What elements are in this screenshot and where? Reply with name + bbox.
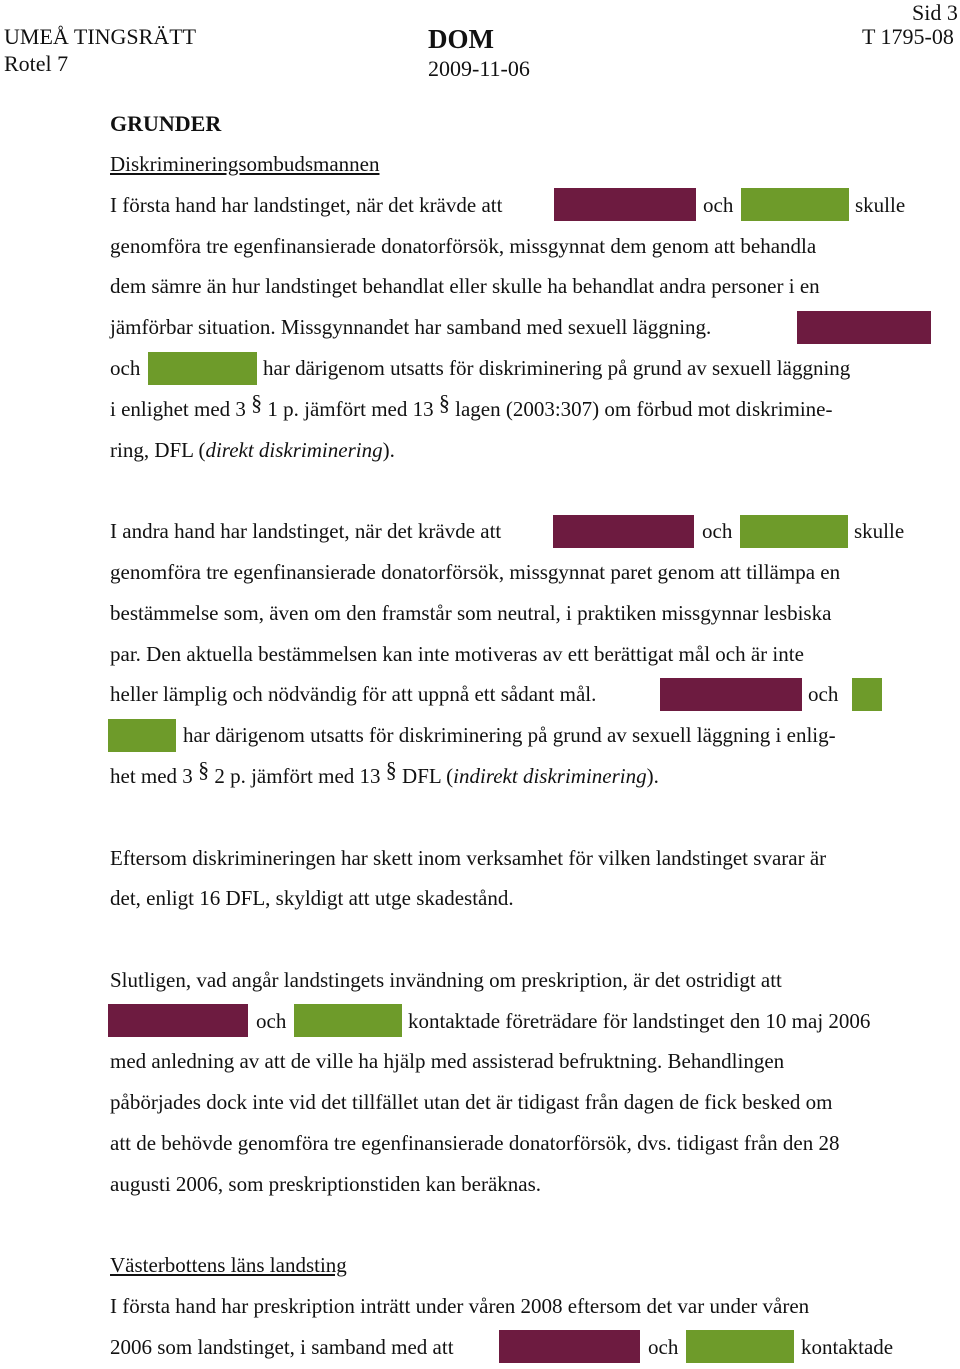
p4-line2: kontaktade företrädare för landstinget den 10 maj 2006 <box>408 1009 871 1033</box>
p2-l1-end: skulle <box>854 519 905 543</box>
section-sign: § <box>198 757 210 782</box>
p2-line7 <box>110 757 659 789</box>
p5-l2-end: kontaktade <box>801 1335 894 1359</box>
party-heading-do: Diskrimineringsombudsmannen <box>110 152 380 176</box>
p2-l7c: DFL ( <box>402 764 454 788</box>
redacted-name-a <box>108 1004 248 1037</box>
p3-line2: det, enligt 16 DFL, skyldigt att utge skadestånd. <box>110 886 514 910</box>
p4-l2-och: och <box>256 1009 287 1033</box>
p1-line5: har därigenom utsatts för diskriminering på grund av sexuell läggning <box>263 356 851 380</box>
p2-line2: genomföra tre egenfinansierade donatorförsök, missgynnat paret genom att tillämpa en <box>110 560 841 584</box>
p2-line4: par. Den aktuella bestämmelsen kan inte motiveras av ett berättigat mål och är inte <box>110 642 804 666</box>
p2-l5-och: och <box>808 682 839 706</box>
redacted-name-b <box>294 1004 402 1037</box>
p5-line1: I första hand har preskription inträtt under våren 2008 eftersom det var under våren <box>110 1294 810 1318</box>
p1-l7c: ). <box>382 438 395 462</box>
section-heading: GRUNDER <box>110 111 222 136</box>
p1-line3: dem sämre än hur landstinget behandlat eller skulle ha behandlat andra personer i en <box>110 274 820 298</box>
page-number: Sid 3 <box>912 0 958 25</box>
p1-l1-text: I första hand har landstinget, när det krävde att <box>110 193 503 217</box>
p4-line4: påbörjades dock inte vid det tillfället utan det är tidigast från dagen de fick besked om <box>110 1090 833 1114</box>
p1-l6c: lagen (2003:307) om förbud mot diskrimine- <box>455 397 833 421</box>
p2-l1-och: och <box>702 519 733 543</box>
p1-line1 <box>110 192 502 218</box>
p1-line2: genomföra tre egenfinansierade donatorförsök, missgynnat dem genom att behandla <box>110 234 817 258</box>
redacted-name-b <box>148 352 257 385</box>
p1-l1-end: skulle <box>855 193 906 217</box>
redacted-name-a <box>499 1330 640 1363</box>
section-sign: § <box>438 390 450 415</box>
case-number: T 1795-08 <box>862 24 954 49</box>
section-sign: § <box>251 390 263 415</box>
p1-line4: jämförbar situation. Missgynnandet har samband med sexuell läggning. <box>110 315 712 339</box>
p1-line7 <box>110 437 395 463</box>
p1-l6a: i enlighet med 3 <box>110 397 246 421</box>
section-sign: § <box>385 757 397 782</box>
p2-line5: heller lämplig och nödvändig för att uppnå ett sådant mål. <box>110 682 597 706</box>
redacted-name-b <box>852 678 882 711</box>
p3-line1: Eftersom diskrimineringen har skett inom verksamhet för vilken landstinget svarar är <box>110 846 827 870</box>
redacted-name-a <box>554 188 696 221</box>
p4-line1: Slutligen, vad angår landstingets invändning om preskription, är det ostridigt att <box>110 968 782 992</box>
redacted-name-b <box>686 1330 794 1363</box>
p1-l5-och: och <box>110 356 141 380</box>
p2-line6: har därigenom utsatts för diskriminering på grund av sexuell läggning i enlig- <box>183 723 836 747</box>
redacted-name-b <box>741 188 849 221</box>
p5-l2-och: och <box>648 1335 679 1359</box>
p4-line3: med anledning av att de ville ha hjälp med assisterad befruktning. Behandlingen <box>110 1049 785 1073</box>
p1-l1-och: och <box>703 193 734 217</box>
court-name: UMEÅ TINGSRÄTT <box>4 24 197 49</box>
p1-l7a: ring, DFL ( <box>110 438 206 462</box>
p2-line1: I andra hand har landstinget, när det krävde att <box>110 519 502 543</box>
redacted-name-b <box>108 719 176 752</box>
p2-l7e: ). <box>646 764 659 788</box>
document-type: DOM <box>428 24 494 54</box>
document-date: 2009-11-06 <box>428 56 530 81</box>
p2-line3: bestämmelse som, även om den framstår som neutral, i praktiken missgynnar lesbiska <box>110 601 832 625</box>
p2-l7a: het med 3 <box>110 764 193 788</box>
redacted-name-a <box>660 678 802 711</box>
p1-line6 <box>110 390 833 422</box>
party-heading-landsting: Västerbottens läns landsting <box>110 1253 347 1277</box>
redacted-name-b <box>740 515 848 548</box>
p1-l7b: direkt diskriminering <box>205 438 383 462</box>
p1-l6b: 1 p. jämfört med 13 <box>267 397 434 421</box>
redacted-name-a <box>553 515 694 548</box>
p2-l7d: indirekt diskriminering <box>453 764 647 788</box>
p4-line6: augusti 2006, som preskriptionstiden kan beräknas. <box>110 1172 542 1196</box>
redacted-name-a <box>797 311 931 344</box>
p5-line2: 2006 som landstinget, i samband med att <box>110 1335 454 1359</box>
p4-line5: att de behövde genomföra tre egenfinansierade donatorförsök, dvs. tidigast från den 28 <box>110 1131 840 1155</box>
p2-l7b: 2 p. jämfört med 13 <box>214 764 381 788</box>
court-unit: Rotel 7 <box>4 51 69 76</box>
